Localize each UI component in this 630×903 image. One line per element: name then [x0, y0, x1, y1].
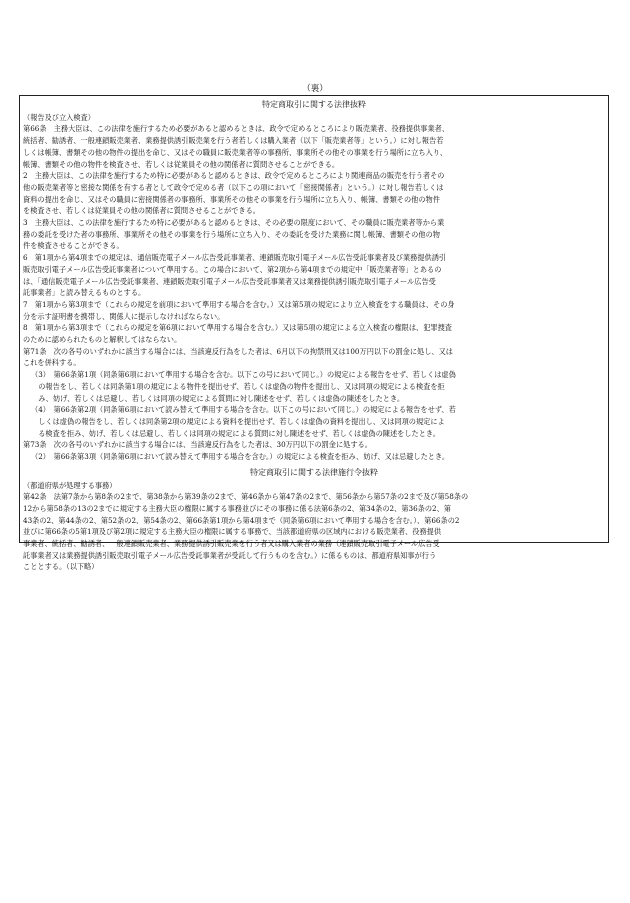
- law-line: 販売取引電子メール広告受託事業者について準用する。この場合において、第2項から第4項までの規定中「販売業者等」とあるの: [23, 264, 442, 274]
- law-paragraph: [23, 322, 605, 345]
- law-line: 統括者、勧誘者、一般連鎖販売業者、業務提供誘引販売業を行う者若しくは購入業者（以下「販売業者等」という。）に対し報告若: [23, 136, 444, 146]
- law-line: 8 第1項から第3項まで（これらの規定を第6項において準用する場合を含む。）又は第5項の規定による立入検査の権限は、犯罪捜査: [23, 323, 452, 333]
- law-line: 2 主務大臣は、この法律を施行するため特に必要があると認めるときは、政令で定めるところにより関連商品の販売を行う者その: [23, 171, 445, 181]
- law-line: 件を検査させることができる。: [23, 241, 124, 251]
- law-paragraph: [23, 252, 605, 299]
- law-line: み、妨げ、若しくは忌避し、若しくは同項の規定による質問に対し陳述をせず、若しくは虚偽の陳述をしたとき。: [31, 393, 405, 403]
- excerpt-frame: [19, 95, 609, 572]
- law-line: 帳簿、書類その他の物件を検査させ、若しくは従業員その他の関係者に質問させることができる。: [23, 159, 340, 169]
- law-line: 託事業者」と読み替えるものとする。: [23, 288, 146, 298]
- law-line: 資料の提出を命じ、又はその職員に密接関係者の事務所、事業所その他その事業を行う場所に立ち入り、帳簿、書類その他の物件: [23, 194, 440, 204]
- law-line: （2） 第66条第3項（同条第6項において読み替えて準用する場合を含む。）の規定による検査を拒み、妨げ、又は忌避したとき。: [31, 452, 450, 462]
- law-paragraph: [23, 404, 605, 439]
- ordinance-line: 12から第58条の13の2までに規定する主務大臣の権限に属する事務並びにその事務に係る法第6条の2、第34条の2、第36条の2、第: [23, 503, 451, 513]
- ordinance-paragraph: [23, 491, 605, 573]
- law-paragraph: [23, 439, 605, 451]
- law-body: [23, 123, 605, 462]
- law-line: 第66条 主務大臣は、この法律を施行するため必要があると認めるときは、政令で定めるところにより販売業者、役務提供事業者、: [23, 124, 450, 134]
- law-line: 分を示す証明書を携帯し、関係人に提示しなければならない。: [23, 311, 225, 321]
- law-line: る検査を拒み、妨げ、若しくは忌避し、若しくは同項の規定による質問に対し陳述をせず、若しくは虚偽の陳述をしたとき。: [31, 428, 440, 438]
- law-subhead: （報告及び立入検査）: [23, 112, 95, 122]
- law-paragraph: [23, 123, 605, 170]
- law-line: は、「通信販売電子メール広告受託事業者、連鎖販売取引電子メール広告受託事業者又は業務提供誘引販売取引電子メール広告受: [23, 276, 436, 286]
- ordinance-line: 事業者、統括者、勧誘者、一般連鎖販売業者、業務提供誘引販売業を行う者又は購入業者の業務（連鎖販売取引電子メール広告受: [23, 539, 440, 549]
- ordinance-body: [23, 491, 605, 573]
- law-line: しくは帳簿、書類その他の物件の提出を命じ、又はその職員に販売業者等の事務所、事業所その他その事業を行う場所に立ち入り、: [23, 147, 448, 157]
- law-line: を検査させ、若しくは従業員その他の関係者に質問させることができる。: [23, 206, 260, 216]
- ordinance-line: 43条の2、第44条の2、第52条の2、第54条の2、第66条第1項から第4項まで（同条第6項において準用する場合を含む。）、第66条の2: [23, 515, 460, 525]
- law-paragraph: [23, 369, 605, 404]
- law-paragraph: [23, 299, 605, 322]
- ordinance-line: こととする。（以下略）: [23, 562, 99, 572]
- law-line: 6 第1項から第4項までの規定は、通信販売電子メール広告受託事業者、連鎖販売取引電子メール広告受託事業者及び業務提供誘引: [23, 253, 447, 263]
- law-line: これを併科する。: [23, 358, 81, 368]
- law-line: 3 主務大臣は、この法律を施行するため特に必要があると認めるときは、その必要の限度において、その職員に販売業者等から業: [23, 218, 445, 228]
- ordinance-subhead: （都道府県が処理する事務）: [23, 480, 117, 490]
- ordinance-line: 託事業者又は業務提供誘引販売取引電子メール広告受託事業者が受託して行うものを含む。）に係るものは、都道府県知事が行う: [23, 550, 437, 560]
- law-line: の報告をし、若しくは同条第1項の規定による物件を提出せず、若しくは虚偽の物件を提出し、又は同項の規定による検査を拒: [31, 381, 445, 391]
- law-line: のために認められたものと解釈してはならない。: [23, 335, 182, 345]
- law-paragraph: [23, 170, 605, 217]
- law-paragraph: [23, 451, 605, 463]
- page-side-label: （裏）: [302, 84, 328, 94]
- law-line: （3） 第66条第1項（同条第6項において準用する場合を含む。以下この号において同じ。）の規定による報告をせず、若しくは虚偽: [31, 370, 456, 380]
- law-paragraph: [23, 217, 605, 252]
- law-line: 務の委託を受けた者の事務所、事業所その他その事業を行う場所に立ち入り、その委託を受けた業務に関し帳簿、書類その他の物: [23, 229, 440, 239]
- law-line: 7 第1項から第3項まで（これらの規定を前項において準用する場合を含む。）又は第5項の規定により立入検査をする職員は、その身: [23, 299, 455, 309]
- law-line: （4） 第66条第2項（同条第6項において読み替えて準用する場合を含む。以下この号において同じ。）の規定による報告をせず、若: [31, 405, 456, 415]
- law-line: 他の販売業者等と密接な関係を有する者として政令で定める者（以下この項において「密接関係者」という。）に対し報告若しくは: [23, 182, 444, 192]
- ordinance-line: 並びに第66条の5第1項及び第2項に規定する主務大臣の権限に属する事務で、当該都道府県の区域内における販売業者、役務提供: [23, 527, 442, 537]
- law-line: しくは虚偽の報告をし、若しくは同条第2項の規定による資料を提出せず、若しくは虚偽の資料を提出し、又は同項の規定によ: [31, 416, 445, 426]
- law-paragraph: [23, 346, 605, 369]
- ordinance-excerpt-title: 特定商取引に関する法律施行令抜粋: [250, 467, 378, 477]
- law-line: 第73条 次の各号のいずれかに該当する場合には、当該違反行為をした者は、30万円以下の罰金に処する。: [23, 440, 372, 450]
- law-excerpt-title: 特定商取引に関する法律抜粋: [262, 100, 366, 109]
- law-line: 第71条 次の各号のいずれかに該当する場合には、当該違反行為をした者は、6月以下の拘禁刑又は100万円以下の罰金に処し、又は: [23, 346, 453, 356]
- ordinance-line: 第42条 法第7条から第8条の2まで、第38条から第39条の2まで、第46条から第47条の2まで、第56条から第57条の2まで及び第58条の: [23, 492, 469, 502]
